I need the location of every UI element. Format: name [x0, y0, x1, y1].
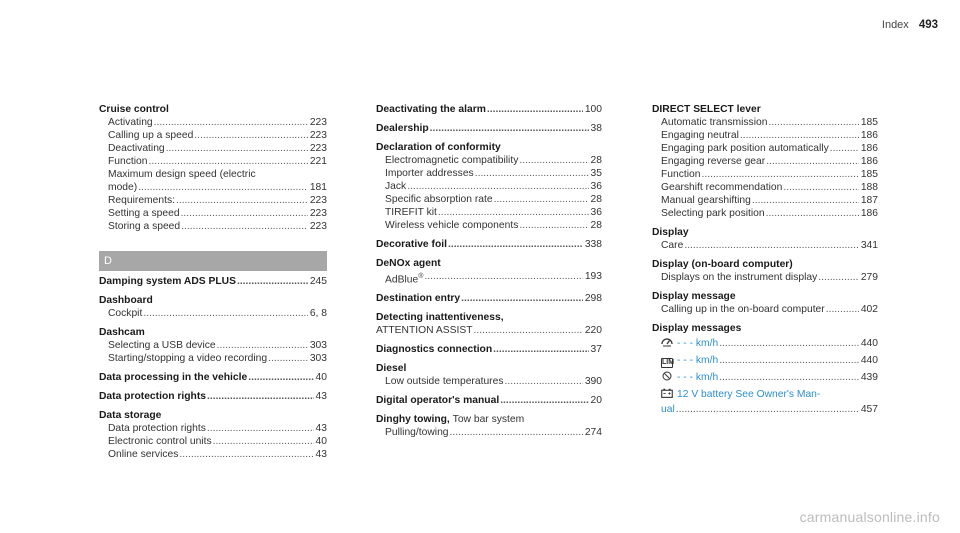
index-subentry[interactable]: Manual gearshifting ..... 187 [652, 194, 878, 207]
index-column-2 [376, 103, 602, 439]
index-subentry[interactable]: mode) ..... 181 [99, 181, 327, 194]
index-subentry[interactable]: Electronic control units ..... 40 [99, 435, 327, 448]
index-entry-title: Dashcam [99, 327, 145, 338]
index-subentry[interactable]: Data protection rights ..... 43 [99, 422, 327, 435]
index-entry-title: Dashboard [99, 295, 153, 306]
index-subentry[interactable]: 12 V battery See Owner's Man- [652, 386, 878, 403]
watermark: carmanualsonline.info [799, 509, 940, 525]
index-entry-title: Data storage [99, 410, 162, 421]
index-subentry[interactable]: Online services ..... 43 [99, 448, 327, 461]
index-subentry[interactable]: Low outside temperatures ..... 390 [376, 375, 602, 388]
index-entry-title: Display [652, 227, 689, 238]
index-subentry[interactable]: Deactivating ..... 223 [99, 142, 327, 155]
index-entry-title: DeNOx agent [376, 258, 441, 269]
index-subentry[interactable]: Importer addresses ..... 35 [376, 167, 602, 180]
index-subentry[interactable]: Calling up a speed ..... 223 [99, 129, 327, 142]
index-subentry[interactable]: - - - km/h ..... 439 [652, 369, 878, 386]
index-subentry[interactable]: Selecting a USB device ..... 303 [99, 339, 327, 352]
index-subentry[interactable]: Engaging reverse gear ..... 186 [652, 155, 878, 168]
index-subentry[interactable]: Function ..... 185 [652, 168, 878, 181]
battery-icon [661, 388, 673, 398]
page-number: 493 [918, 19, 938, 31]
index-entry-title: Display messages [652, 323, 742, 334]
speed-limit-off-icon [661, 371, 673, 381]
page-header [882, 19, 938, 35]
index-subentry: Maximum design speed (electric [108, 169, 256, 180]
index-subentry[interactable]: Gearshift recommendation ..... 188 [652, 181, 878, 194]
index-entry-title: Dinghy towing, Tow bar system [376, 414, 525, 426]
index-entry-title: Display message [652, 291, 736, 302]
index-subentry[interactable]: Setting a speed ..... 223 [99, 207, 327, 220]
index-subentry[interactable]: Calling up in the on-board computer ..... 402 [652, 303, 878, 316]
index-subentry[interactable]: Engaging park position automatically ..... 186 [652, 142, 878, 155]
header-label: Index [881, 19, 909, 31]
index-subentry[interactable]: Pulling/towing ..... 274 [376, 426, 602, 439]
index-subentry[interactable]: Specific absorption rate ..... 28 [376, 193, 602, 206]
index-entry[interactable]: Dealership ..... 38 [376, 122, 602, 135]
index-subentry[interactable]: Requirements: ..... 223 [99, 194, 327, 207]
index-entry[interactable]: Diagnostics connection ..... 37 [376, 343, 602, 356]
index-subentry[interactable]: TIREFIT kit ..... 36 [376, 206, 602, 219]
index-column-3 [652, 103, 878, 416]
index-entry-title: Diesel [376, 363, 407, 375]
index-entry-title: Cruise control [99, 104, 169, 115]
index-entry[interactable]: Digital operator's manual ..... 20 [376, 394, 602, 407]
index-subentry[interactable]: Selecting park position ..... 186 [652, 207, 878, 220]
index-entry[interactable]: Destination entry ..... 298 [376, 292, 602, 305]
index-subentry[interactable]: Activating ..... 223 [99, 116, 327, 129]
index-subentry[interactable]: Wireless vehicle components ..... 28 [376, 219, 602, 232]
index-subentry[interactable]: Function ..... 221 [99, 155, 327, 168]
index-subentry[interactable]: LIM - - - km/h ..... 440 [652, 352, 878, 369]
index-subentry[interactable]: Automatic transmission ..... 185 [652, 116, 878, 129]
section-divider-d: D [99, 251, 327, 271]
cruise-control-icon [661, 337, 673, 347]
index-subentry[interactable]: Starting/stopping a video recording ..... 303 [99, 352, 327, 365]
index-column-1 [99, 103, 327, 461]
index-subentry[interactable]: Displays on the instrument display ..... 279 [652, 271, 878, 284]
index-entry[interactable]: Data processing in the vehicle ..... 40 [99, 371, 327, 384]
index-subentry[interactable]: Engaging neutral ..... 186 [652, 129, 878, 142]
index-subentry[interactable]: AdBlue® ..... 193 [376, 270, 602, 286]
index-subentry[interactable]: Cockpit ..... 6, 8 [99, 307, 327, 320]
index-entry[interactable]: Damping system ADS PLUS ..... 245 [99, 275, 327, 288]
index-subentry[interactable]: Jack ..... 36 [376, 180, 602, 193]
index-subentry[interactable]: - - - km/h ..... 440 [652, 335, 878, 352]
index-subentry[interactable]: ATTENTION ASSIST ..... 220 [376, 324, 602, 337]
index-entry-title: Detecting inattentiveness, [376, 312, 504, 324]
index-subentry[interactable]: Storing a speed ..... 223 [99, 220, 327, 233]
index-entry[interactable]: Deactivating the alarm ..... 100 [376, 103, 602, 116]
index-entry[interactable]: Data protection rights ..... 43 [99, 390, 327, 403]
index-entry-title: Declaration of conformity [376, 142, 501, 153]
index-entry[interactable]: Decorative foil ..... 338 [376, 238, 602, 251]
index-entry-title: DIRECT SELECT lever [652, 104, 761, 115]
index-subentry[interactable]: ual ..... 457 [652, 403, 878, 416]
index-subentry[interactable]: Care ..... 341 [652, 239, 878, 252]
limiter-icon: LIM [662, 359, 675, 366]
index-subentry[interactable]: Electromagnetic compatibility ..... 28 [376, 154, 602, 167]
index-entry-title: Display (on-board computer) [652, 259, 793, 270]
